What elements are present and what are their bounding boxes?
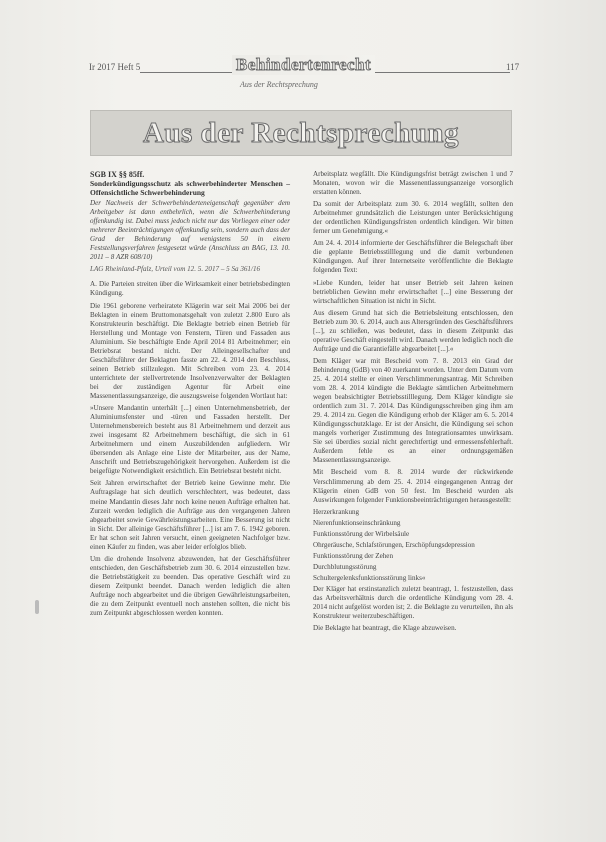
list-item: Herzerkrankung xyxy=(313,507,360,516)
right-paragraph: Mit Bescheid vom 8. 8. 2014 wurde der rückwirkende Verschlimmerung ab dem 25. 4. 2014 eingegangenen Antrag der Klägerin einen GdB von 50 fest. Im Bescheid wurden als Auswirkungen folgender Funktionsbeeinträchtigungen herausgestellt: xyxy=(313,468,513,504)
page-number: 117 xyxy=(506,62,520,72)
list-item: Nierenfunktionseinschränkung xyxy=(313,518,401,527)
right-paragraph: Die Beklagte hat beantragt, die Klage abzuweisen. xyxy=(313,624,457,633)
right-paragraph: Aus diesem Grund hat sich die Betriebsleitung entschlossen, den Betrieb zum 30. 6. 2014, auch aus Altersgründen des Geschäftsführers [...], zu schließen, was bedeutet, dass in diesem Zeitpunkt das operative Geschäft eingestellt wird. Danach werden lediglich noch die Aufträge und die Garantiefälle abgearbeitet [...].« xyxy=(313,308,513,353)
left-paragraph: Seit Jahren erwirtschaftet der Betrieb keine Gewinne mehr. Die Auftragslage hat sich deutlich verschlechtert, was bedeutet, dass meine Mandantin dieses Jahr noch keine neuen Aufträge erhalten hat. Zurzeit werden lediglich die Aufträge aus den vergangenen Jahren abgearbeitet sowie Gewährleistungsarbeiten. Eine Besserung ist nicht in Sicht. Der alleinige Geschäftsführer [...] ist am 7. 6. 1942 geboren. Er hat schon seit Jahren versucht, einen geeigneten Nachfolger bzw. einen Käufer zu finden, was aber leider erfolglos blieb. xyxy=(90,479,290,551)
list-item: Schultergelenksfunktionsstörung links« xyxy=(313,573,426,582)
article-heading: Sonderkündigungsschutz als schwerbehinderter Menschen – Offensichtliche Schwerbehinderung xyxy=(90,179,290,198)
scan-mark xyxy=(35,600,39,614)
list-item: Ohrgeräusche, Schlafstörungen, Erschöpfungsdepression xyxy=(313,540,475,549)
right-paragraph: Der Kläger hat erstinstanzlich zuletzt beantragt, 1. festzustellen, dass das Arbeitsverhältnis durch die ordentliche Kündigung vom 28. 4. 2014 nicht aufgelöst worden ist; 2. die Beklagte zu verurteilen, ihn als Konstrukteur weiterzubeschäftigen. xyxy=(313,584,513,621)
headnote: Der Nachweis der Schwerbehinderteneigenschaft gegenüber dem Arbeitgeber ist dann entbehrlich, wenn die Schwerbehinderung offenkundig ist. Dabei muss jedoch nicht nur das Vorliegen einer oder mehrerer Beeinträchtigungen offenkundig sein, sondern auch dass der Grad der Behinderung auf wenigstens 50 in einem Feststellungsverfahren festgesetzt würde (Anschluss an BAG, 13. 10. 2011 – 8 AZR 608/10) xyxy=(90,199,290,262)
right-paragraph: Dem Kläger war mit Bescheid vom 7. 8. 2013 ein Grad der Behinderung (GdB) von 40 zuerkannt worden. Unter dem Datum vom 25. 4. 2014 stellte er einen Verschlimmerungsantrag. Mit Schreiben vom 28. 4. 2014 kündigte die Beklagte sämtlichen Arbeitnehmern wegen beabsichtigter Betriebsstilllegung. Dem Kläger kündigte sie ordentlich zum 31. 7. 2014. Das Kündigungsschreiben ging ihm am 29. 4. 2014 zu. Gegen die Kündigung erhob der Kläger am 6. 5. 2014 Kündigungsschutzklage. Er ist der Ansicht, die Kündigung sei schon mangels vorheriger Zustimmung des Integrationsamtes unwirksam. Sie sei überdies sozial nicht gerechtfertigt und ermessensfehlerhaft. Außerdem fehle es an einer ordnungsgemäßen Massenentlassungsanzeige. xyxy=(313,356,513,465)
right-paragraph: Am 24. 4. 2014 informierte der Geschäftsführer die Belegschaft über die geplante Betriebsstilllegung und die damit verbundenen Kündigungen. Auf ihrer Internetseite veröffentlichte die Beklagte folgenden Text: xyxy=(313,239,513,275)
list-item: Durchblutungsstörung xyxy=(313,562,377,571)
right-paragraph: Da somit der Arbeitsplatz zum 30. 6. 2014 wegfällt, sollten den Arbeitnehmer grundsätzlich die Leistungen unter Berücksichtigung der ordentlichen Kündigungsfristen ordentlich kündigen. Wir bitten ferner um Genehmigung.« xyxy=(313,200,513,236)
court-source: LAG Rheinland-Pfalz, Urteil vom 12. 5. 2017 – 5 Sa 361/16 xyxy=(90,265,261,274)
impairment-list xyxy=(313,508,513,583)
banner-title: Aus der Rechtsprechung xyxy=(142,117,460,149)
left-column xyxy=(90,170,290,621)
right-paragraph: »Liebe Kunden, leider hat unser Betrieb seit Jahren keinen betrieblichen Gewinn mehr erwirtschaftet [...] eine Besserung der wirtschaftlichen Situation ist nicht in Sicht. xyxy=(313,278,513,305)
right-column xyxy=(313,170,513,636)
section-subtitle: Aus der Rechtsprechung xyxy=(240,80,318,89)
right-paragraph: Arbeitsplatz wegfällt. Die Kündigungsfrist beträgt zwischen 1 und 7 Monaten, wovon wir die Massenentlassungsanzeige vorsorglich erstatten können. xyxy=(313,170,513,197)
norm-label: SGB IX §§ 85ff. xyxy=(90,170,145,179)
journal-title: Behindertenrecht xyxy=(232,55,375,75)
issue-label: Ir 2017 Heft 5 xyxy=(89,62,141,72)
section-banner xyxy=(90,110,512,156)
left-paragraph: Um die drohende Insolvenz abzuwenden, hat der Geschäftsführer entschieden, den Geschäftsbetrieb zum 30. 6. 2014 einzustellen bzw. die Betriebstätigkeit zu beenden. Das operative Geschäft wird zu diesem Zeitpunkt beendet. Danach werden lediglich die alten Aufträge noch abgearbeitet und die übrigen Gewährleistungsarbeiten, die zu dem Zeitpunkt eventuell noch anstehen sollten, die nicht bis zum Zeitpunkt abgeschlossen werden konnten. xyxy=(90,554,290,618)
section-a: A. Die Parteien streiten über die Wirksamkeit einer betriebsbedingten Kündigung. xyxy=(90,280,290,298)
list-item: Funktionsstörung der Zehen xyxy=(313,551,393,560)
list-item: Funktionsstörung der Wirbelsäule xyxy=(313,529,410,538)
left-paragraph: »Unsere Mandantin unterhält [...] einen Unternehmensbetrieb, der Aluminiumsfenster und -türen und Fassaden herstellt. Der Unternehmensbereich besteht aus 81 Arbeitnehmern und derzeit aus zwei insgesamt 82 Arbeitnehmern beschäftigt, die sich in 61 Arbeitnehmern und einem Auszubildenden aufgliedern. Wir übersenden als Anlage eine Liste der Mitarbeiter, aus der Name, Anschrift und Betriebszugehörigkeit hervorgehen. Außerdem ist die beigefügte Notwendigkeit ersichtlich. Ein Betriebsrat besteht nicht. xyxy=(90,404,290,476)
left-paragraph: Die 1961 geborene verheiratete Klägerin war seit Mai 2006 bei der Beklagten in einem Bruttomonatsgehalt von zuletzt 2.800 Euro als Konstrukteurin beschäftigt. Die Beklagte betrieb einen Betrieb für Herstellung und Montage von Fenstern, Türen und Fassaden aus Aluminium. Sie beschäftigte Ende April 2014 81 Arbeitnehmer; ein Betriebsrat bestand nicht. Der Alleingesellschafter und Geschäftsführer der Beklagten fasste am 22. 4. 2014 den Beschluss, seinen Betrieb stillzulegen. Mit Schreiben vom 23. 4. 2014 unterrichtete der stellvertretende Insolvenzverwalter der Beklagten bei der zuständigen Agentur für Arbeit eine Massenentlassungsanzeige, die auszugsweise folgenden Wortlaut hat: xyxy=(90,301,290,400)
